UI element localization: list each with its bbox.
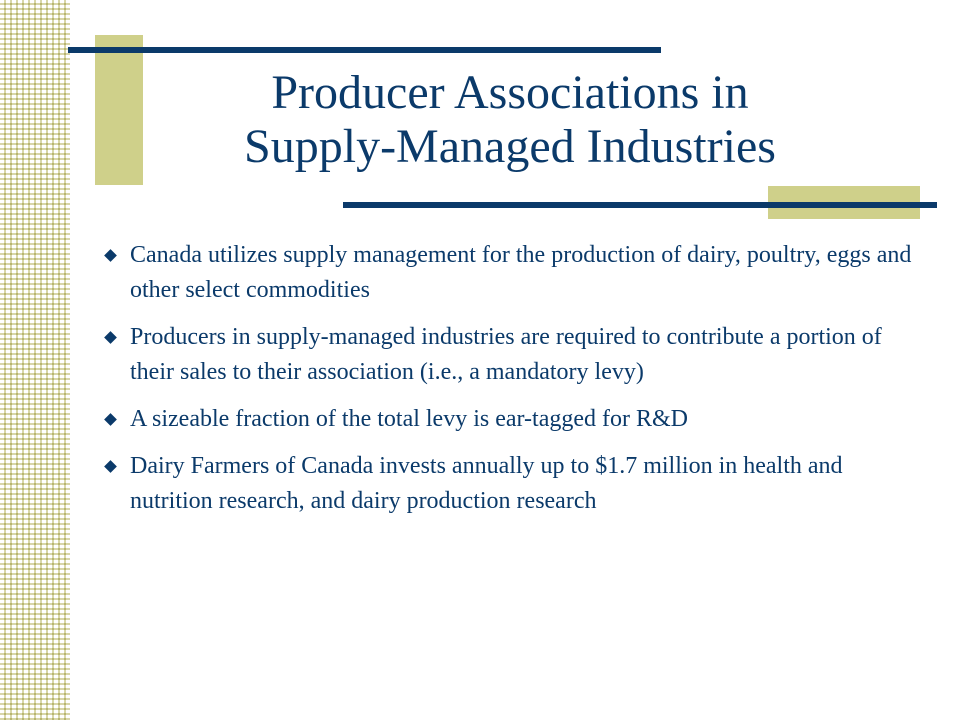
diamond-bullet-icon [104, 249, 117, 262]
diamond-bullet-icon [104, 331, 117, 344]
slide-title [150, 66, 870, 174]
bullet-list [104, 238, 924, 531]
bullet-item [104, 449, 924, 519]
diamond-bullet-icon [104, 413, 117, 426]
bullet-item [104, 238, 924, 308]
slide-title-line-1: Producer Associations in [271, 66, 749, 119]
bullet-item [104, 402, 924, 437]
decorative-rule-bottom [343, 202, 937, 208]
bullet-text: A sizeable fraction of the total levy is ear-tagged for R&D [130, 406, 688, 432]
bullet-text: Producers in supply-managed industries are required to contribute a portion of their sales to their association (i.e., a mandatory levy) [130, 324, 882, 385]
bullet-item [104, 320, 924, 390]
slide-title-line-2: Supply-Managed Industries [244, 120, 776, 173]
decorative-olive-box-top [95, 35, 143, 185]
bullet-text: Dairy Farmers of Canada invests annually up to $1.7 million in health and nutrition research, and dairy production research [130, 453, 843, 514]
diamond-bullet-icon [104, 460, 117, 473]
decorative-stripe-panel [0, 0, 70, 720]
bullet-text: Canada utilizes supply management for the production of dairy, poultry, eggs and other select commodities [130, 242, 912, 303]
decorative-rule-top [68, 47, 661, 53]
